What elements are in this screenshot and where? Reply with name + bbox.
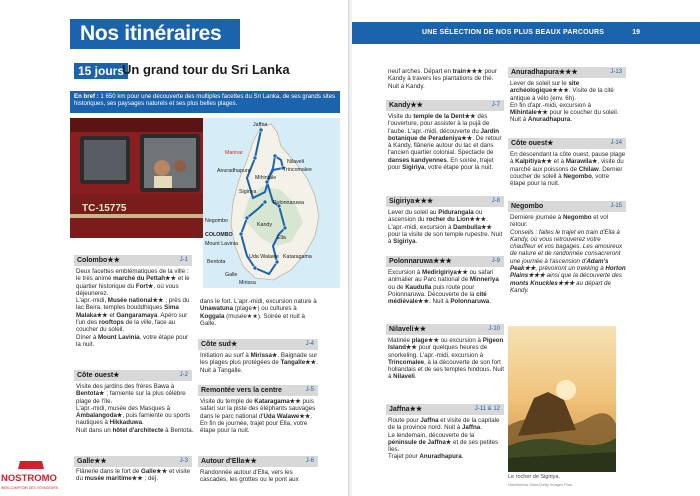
paragraph: Visite des jardins des frères Bawa à Bentota★ ; farniente sur la plus célèbre plage de l'île.	[76, 383, 186, 405]
paragraph: Lever du soleil au Pidurangala ou ascension du rocher du Lion★★★. L'apr.-midi, excursion à Dambulla★★ pour la visite de son temple rupestre. Nuit à Sigiriya.	[388, 209, 503, 246]
days-badge: 15 jours	[74, 63, 128, 79]
page-number: 19	[632, 29, 640, 36]
paragraph: Trajet pour Anuradhapura.	[388, 453, 464, 461]
stage-body	[388, 68, 504, 90]
map-label-polonnaruwa: Polonnaruwa	[273, 200, 304, 206]
sigiriya-photo	[508, 326, 616, 472]
map-label-mihintale: Mihintale	[255, 175, 277, 181]
stage-body	[388, 113, 504, 171]
stage-header: Kandy★★ J-7	[386, 100, 504, 111]
map-label-anuradhapura: Anuradhapura	[217, 168, 251, 174]
stage-body	[388, 209, 504, 245]
stage-header: Colombo★★ J-1	[74, 255, 192, 266]
paragraph: Excursion à Medirigiriya★★ ou safari animalier au Parc national de Minneriya ou de Kaudulla puis route pour Polonnaruwa. Découverte de la cité médiévale★★. Nuit à Polonnaruwa.	[388, 269, 499, 306]
stage-header: Côte ouest★ J-14	[508, 138, 626, 149]
stage-header: Nilaveli★★ J-10	[386, 324, 504, 335]
paragraph: Route pour Jaffna et visite de la capitale de la province nord. Nuit à Jaffna.	[388, 417, 500, 432]
paragraph: Lever de soleil sur le site archéologique★★★. Visite de la cité antique à vélo (env. 6h).	[510, 80, 614, 102]
stage-body	[388, 417, 504, 461]
paragraph: En fin d'apr.-midi, excursion à Mihintale★★ pour le coucher du soleil. Nuit à Anuradhapura.	[510, 101, 619, 124]
map-label-mannar: Mannar	[225, 150, 243, 156]
paragraph: En descendant la côte ouest, pause plage à Kalpitiya★★ et à Marawila★, visite du marché aux poissons de Chilaw. Dernier coucher de soleil à Negombo, votre étape pour la nuit.	[510, 151, 626, 188]
map-label-mount-lavinia: Mount Lavinia	[205, 241, 238, 247]
train-number: TC-15775	[82, 203, 127, 214]
stage-header: Sigiriya★★★ J-8	[386, 196, 504, 207]
paragraph: Dernière journée à Negombo et vol retour.	[510, 214, 609, 229]
map-label-jaffna: Jaffna	[253, 122, 268, 128]
stage-body	[200, 469, 318, 484]
stage-body	[388, 337, 504, 381]
stage-body	[200, 298, 318, 327]
trip-title: Un grand tour du Sri Lanka	[122, 62, 290, 77]
map-label-galle: Galle	[225, 272, 238, 278]
paragraph: dans le fort. L'apr.-midi, excursion nature à Unawatuna (plage★) ou cultures à Koggala (musée★★). Soirée et nuit à Galle.	[200, 298, 317, 327]
stage-header: Galle★★ J-3	[74, 456, 192, 467]
route-map	[203, 118, 340, 288]
stage-header: Anuradhapura★★★ J-13	[508, 67, 626, 78]
paragraph: Flânerie dans le fort de Galle★★ et visite du musée maritime★★ ; déj.	[76, 468, 190, 483]
paragraph: L'apr.-midi, musée des Masques à Ambalangoda★, puis farniente ou sports nautiques à Hikkaduwa.	[76, 404, 191, 427]
map-label-colombo: COLOMBO	[205, 232, 233, 238]
stage-header: Autour d'Ella★★ J-6	[198, 456, 318, 467]
map-label-sigiriya: Sigiriya	[239, 189, 257, 195]
stage-body	[388, 269, 504, 305]
stage-body	[200, 352, 318, 374]
brief-box	[70, 91, 340, 113]
stage-header: Jaffna★★ J-11 & 12	[386, 404, 504, 415]
section-header-bar: UNE SÉLECTION DE NOS PLUS BEAUX PARCOURS 19	[352, 22, 700, 44]
stage-header: Remontée vers la centre J-5	[198, 385, 318, 396]
brief-label: En bref :	[74, 93, 99, 100]
map-label-nilaveli: Nilaveli	[287, 159, 305, 165]
stage-body	[200, 398, 318, 434]
stage-header: Côte ouest★ J-2	[74, 370, 192, 381]
paragraph: Randonnée autour d'Ella, vers les cascades, les grottes ou le pont aux	[200, 469, 299, 484]
map-label-bentota: Bentota	[207, 259, 226, 265]
stage-body	[510, 151, 626, 187]
stage-body	[510, 214, 626, 294]
paragraph: Le lendemain, découverte de la péninsule de Jaffna★ et de ses petites îles.	[388, 431, 499, 454]
map-label-kandy: Kandy	[257, 222, 273, 228]
paragraph: L'apr.-midi, Musée national★★ ; près du lac Beira, temples bouddhiques Sima Malaka★★ et Gangaramaya. Apéro sur l'un des rooftops de la ville, face au coucher du soleil.	[76, 297, 190, 334]
map-label-kataragama: Kataragama	[283, 254, 312, 260]
map-label-ella: Ella	[277, 235, 286, 241]
stage-body	[76, 268, 194, 348]
paragraph: Conseils : faites le trajet en train d'Ella à Kandy, où vous retrouverez votre chauffeur et vos bagages. Les amoureux de nature et de randonnée consacreront une journée à l'ascension d'Adam's Peak★★, prévoiront un trekking à Horton Plains★★★ ainsi que la découverte des monts Knuckles★★★ au départ de Kandy.	[510, 228, 626, 294]
brief-text: 1 650 km pour une découverte des multiples facettes du Sri Lanka, de ses grands sites historiques, ses paysages naturels et ses plus belles plages.	[74, 93, 336, 108]
stage-header: Côte sud★ J-4	[198, 339, 318, 350]
paragraph: Initiation au surf à Mirissa★. Baignade sur les plages plus protégées de Tangalle★★. Nuit à Tangalle.	[200, 352, 318, 374]
photo-caption: Le rocher de Sigiriya.	[508, 474, 560, 480]
paragraph: Nuit dans un hôtel d'architecte à Bentota.	[76, 426, 194, 434]
nostromo-logo	[0, 459, 62, 496]
map-label-trincomalee: Trincomalee	[283, 167, 312, 173]
paragraph: Deux facettes emblématiques de la ville : le très animé marché du Pettah★★ et le quartier historique du Fort★, où vous déjeunerez.	[76, 268, 190, 297]
train-photo	[70, 118, 203, 238]
paragraph: neuf arches. Départ en train★★★ pour Kandy à travers les plantations de thé. Nuit à Kandy.	[388, 68, 497, 90]
map-label-negombo: Negombo	[205, 218, 228, 224]
section-header: Nos itinéraires	[70, 19, 240, 49]
stage-body	[76, 468, 194, 483]
paragraph: Dîner à Mount Lavinia, votre étape pour la nuit.	[76, 333, 189, 348]
paragraph: Visite du temple de la Dent★★ dès l'ouverture, pour assister à la pujā de l'aube. L'apr.-midi, découverte du Jardin botanique de Peradeniya★★. De retour à Kandy, flânerie autour du lac et dans l'ancien quartier colonial. Spectacle de danses kandyennes. En soirée, trajet pour Sigiriya, votre étape pour la nuit.	[388, 113, 502, 172]
stage-header: Negombo J-15	[508, 201, 626, 212]
stage-header: Polonnaruwa★★★ J-9	[386, 256, 504, 267]
map-label-uda-walawe: Uda Walawe	[249, 254, 279, 260]
stage-body	[510, 80, 626, 124]
paragraph: Visite du temple de Kataragama★★ puis safari sur la piste des éléphants sauvages dans le parc national d'Uda Walawe★★. En fin de journée, trajet pour Ella, votre étape pour la nuit.	[200, 398, 316, 435]
logo-name: NOSTROMO	[1, 473, 57, 484]
logo-tagline: WEB COMPTOIR DES VOYAGEURS	[1, 486, 58, 490]
photo-credit: Nachiketha Giles/Getty Images Plus	[508, 482, 573, 487]
stage-body	[76, 383, 194, 434]
paragraph: Matinée plage★★ ou excursion à Pigeon Island★★ pour quelques heures de snorkeling. L'apr.-midi, excursion à Trincomalee, à la découverte de son fort hollandais et de ses temples hindous. Nuit à Nilaveli.	[388, 337, 504, 381]
map-label-mirissa: Mirissa	[239, 280, 256, 286]
